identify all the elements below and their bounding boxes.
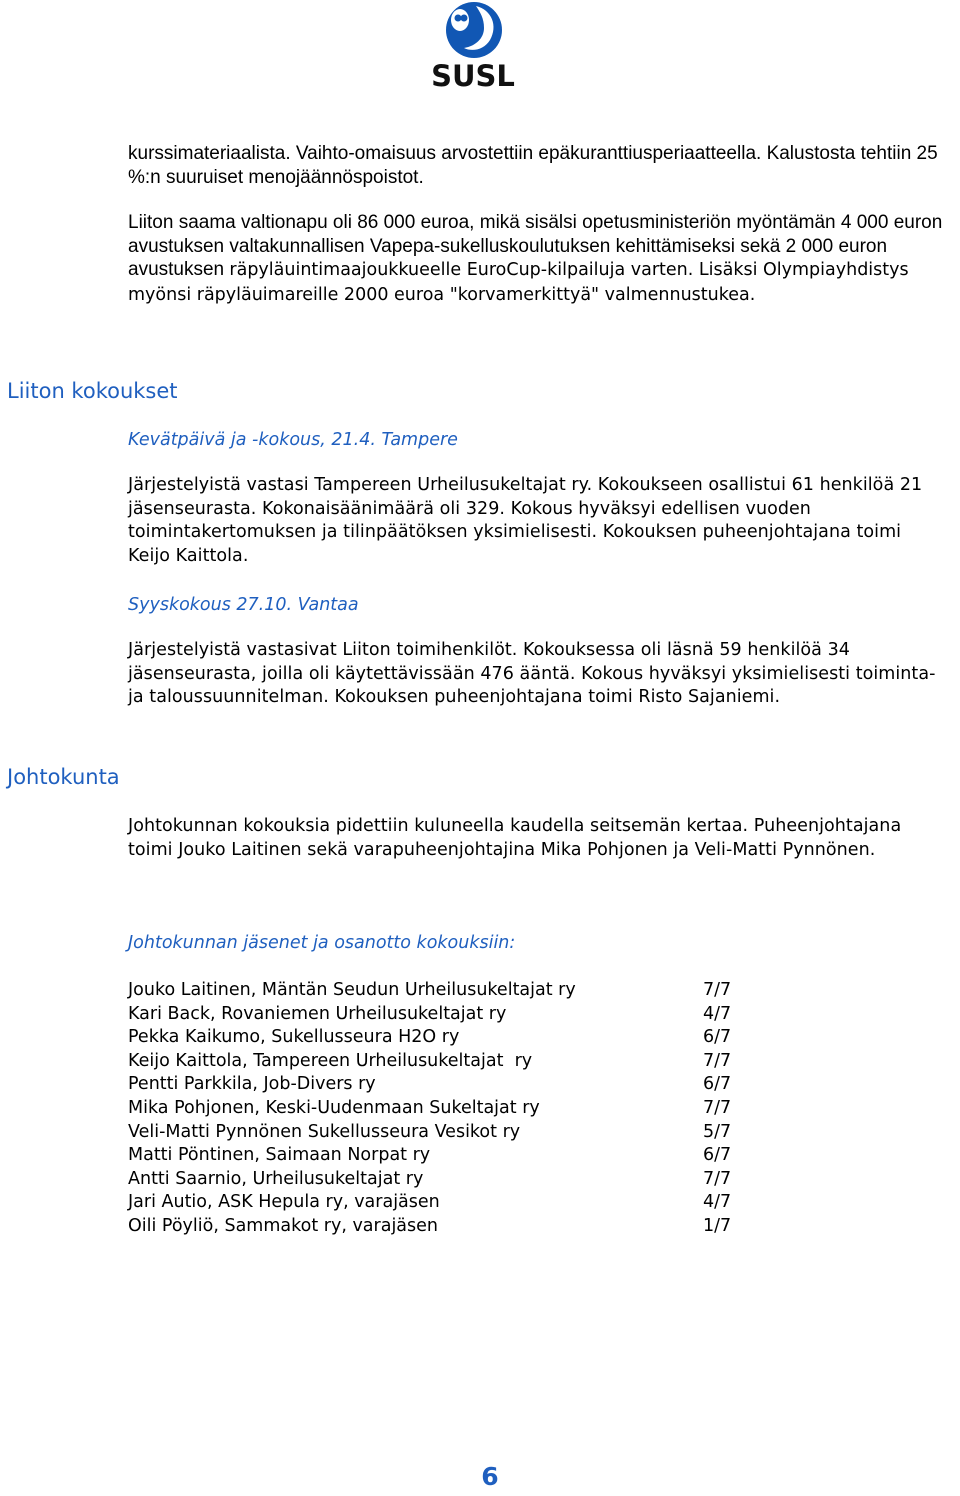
intro-paragraph-2 — [128, 211, 958, 307]
board-members-title: Johtokunnan jäsenet ja osanotto kokouksiin: — [128, 933, 516, 953]
member-attendance: 6/7 — [703, 1027, 732, 1048]
member-attendance: 4/7 — [703, 1192, 732, 1213]
spring-meeting-title: Kevätpäivä ja -kokous, 21.4. Tampere — [128, 430, 458, 450]
member-attendance: 7/7 — [703, 1097, 732, 1118]
intro-paragraph-1: kurssimateriaalista. Vaihto-omaisuus arvostettiin epäkuranttiusperiaatteella. Kalustosta tehtiin 25 %:n suuruiset menojäännöspoistot. — [128, 143, 938, 188]
member-attendance: 7/7 — [703, 1050, 732, 1071]
member-attendance: 4/7 — [703, 1003, 732, 1024]
list-item — [128, 1050, 768, 1074]
list-item — [128, 1097, 768, 1121]
autumn-meeting-text: Järjestelyistä vastasivat Liiton toimihenkilöt. Kokouksessa oli läsnä 59 henkilöä 34 jäsenseurasta, joilla oli käytettävissään 476 ääntä. Kokous hyväksyi yksimielisesti toiminta- ja taloussuunnitelman. Kokouksen puheenjohtajana toimi Risto Sajaniemi. — [128, 640, 936, 708]
intro-paragraph-2-part-1: Liiton saama valtionapu oli 86 000 euroa, mikä sisälsi opetusministeriön myöntämän 4 000 euron avustuksen valtakunnallisen Vapepa-sukelluskoulutuksen kehittämiseksi sekä 2 000 euron avustuksen — [128, 212, 943, 281]
list-item — [128, 1144, 768, 1168]
member-name: Jouko Laitinen, Mäntän Seudun Urheilusukeltajat ry — [128, 980, 576, 1000]
board-members-list — [128, 979, 768, 1239]
member-name: Pekka Kaikumo, Sukellusseura H2O ry — [128, 1027, 460, 1048]
member-attendance: 6/7 — [703, 1145, 732, 1166]
list-item — [128, 1168, 768, 1192]
list-item — [128, 1215, 768, 1239]
list-item — [128, 1073, 768, 1097]
member-attendance: 7/7 — [703, 1168, 732, 1189]
member-attendance: 7/7 — [703, 980, 732, 1000]
member-name: Oili Pöyliö, Sammakot ry, varajäsen — [128, 1215, 439, 1236]
list-item — [128, 1191, 768, 1215]
member-name: Matti Pöntinen, Saimaan Norpat ry — [128, 1145, 431, 1166]
member-name: Veli-Matti Pynnönen Sukellusseura Vesikot ry — [128, 1121, 521, 1142]
page-number: 6 — [481, 1462, 499, 1491]
autumn-meeting-title: Syyskokous 27.10. Vantaa — [128, 595, 359, 615]
member-attendance: 6/7 — [703, 1074, 732, 1095]
member-attendance: 1/7 — [703, 1215, 732, 1236]
list-item — [128, 979, 768, 1003]
member-name: Jari Autio, ASK Hepula ry, varajäsen — [128, 1192, 440, 1213]
section-heading-board: Johtokunta — [7, 765, 120, 789]
spring-meeting-text: Järjestelyistä vastasi Tampereen Urheilusukeltajat ry. Kokoukseen osallistui 61 henkilöä 21 jäsenseurasta. Kokonaisäänimäärä oli 329. Kokous hyväksyi edellisen vuoden toimintakertomuksen ja tilinpäätöksen yksimielisesti. Kokouksen puheenjohtajana toimi Keijo Kaittola. — [128, 475, 923, 566]
member-attendance: 5/7 — [703, 1121, 732, 1142]
logo-text: SUSL — [431, 59, 515, 92]
member-name: Kari Back, Rovaniemen Urheilusukeltajat ry — [128, 1003, 507, 1024]
member-name: Mika Pohjonen, Keski-Uudenmaan Sukeltajat ry — [128, 1097, 540, 1118]
intro-paragraph-2-part-2: räpyläuintimaajoukkueelle EuroCup-kilpailuja varten. Lisäksi Olympiayhdistys myönsi räpyläuimareille 2000 euroa "korvamerkittyä" valmennustukea. — [128, 260, 909, 305]
member-name: Pentti Parkkila, Job-Divers ry — [128, 1074, 376, 1095]
list-item — [128, 1121, 768, 1145]
susl-logo — [418, 0, 528, 92]
member-name: Antti Saarnio, Urheilusukeltajat ry — [128, 1168, 424, 1189]
board-text: Johtokunnan kokouksia pidettiin kuluneella kaudella seitsemän kertaa. Puheenjohtajana toimi Jouko Laitinen sekä varapuheenjohtajina Mika Pohjonen ja Veli-Matti Pynnönen. — [128, 816, 902, 860]
list-item — [128, 1003, 768, 1027]
member-name: Keijo Kaittola, Tampereen Urheilusukeltajat ry — [128, 1050, 533, 1071]
list-item — [128, 1026, 768, 1050]
section-heading-meetings: Liiton kokoukset — [7, 379, 178, 403]
